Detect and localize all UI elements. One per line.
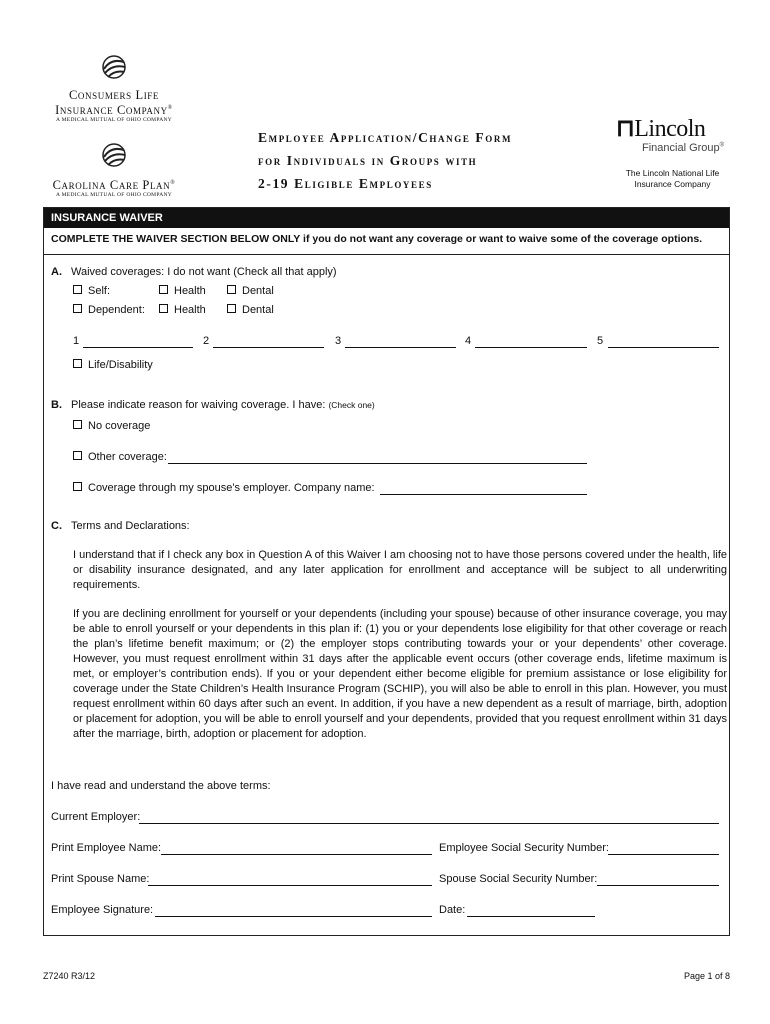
section-c-letter: C. bbox=[51, 520, 62, 532]
dependent-number-1: 1 bbox=[73, 335, 80, 347]
current-employer-field[interactable] bbox=[139, 823, 719, 824]
date-field[interactable] bbox=[467, 916, 595, 917]
other-coverage-label: Other coverage: bbox=[88, 451, 167, 463]
checkbox-icon[interactable] bbox=[73, 451, 82, 460]
dependent-label: Dependent: bbox=[88, 304, 145, 316]
question-b-text: Please indicate reason for waiving coverage. I have: (Check one) bbox=[71, 399, 375, 411]
health-label: Health bbox=[174, 304, 206, 316]
terms-paragraph-1: I understand that if I check any box in Question A of this Waiver I am choosing not to have those persons covered under the health, life or disability insurance designated, and any later application for enrollment and acceptance will be subject to all underwriting requirements. bbox=[73, 549, 727, 591]
lincoln-logo bbox=[616, 116, 724, 154]
spouse-ssn-label: Spouse Social Security Number: bbox=[439, 873, 598, 885]
employee-name-label: Print Employee Name: bbox=[51, 842, 162, 854]
spouse-name-label: Print Spouse Name: bbox=[51, 873, 150, 885]
employee-ssn-label: Employee Social Security Number: bbox=[439, 842, 609, 854]
dependent-line-5[interactable] bbox=[608, 347, 719, 348]
form-title-line3: 2-19 Eligible Employees bbox=[258, 176, 433, 191]
lincoln-group: Financial Group® bbox=[642, 142, 725, 154]
signature-label: Employee Signature: bbox=[51, 904, 154, 916]
life-disability-checkbox[interactable] bbox=[73, 359, 153, 371]
self-label: Self: bbox=[88, 285, 111, 297]
date-label: Date: bbox=[439, 904, 466, 916]
form-title bbox=[258, 126, 512, 195]
section-heading: INSURANCE WAIVER bbox=[44, 208, 729, 228]
checkbox-icon[interactable] bbox=[159, 285, 168, 294]
logo1-subtitle: A MEDICAL MUTUAL OF OHIO COMPANY bbox=[55, 117, 173, 124]
form-code: Z7240 R3/12 bbox=[43, 971, 96, 981]
lincoln-company-line2: Insurance Company bbox=[634, 179, 711, 189]
other-coverage-checkbox[interactable] bbox=[73, 451, 167, 463]
employee-name-field[interactable] bbox=[161, 854, 432, 855]
self-dental-checkbox[interactable] bbox=[227, 285, 274, 297]
current-employer-label: Current Employer: bbox=[51, 811, 141, 823]
dental-label: Dental bbox=[242, 285, 274, 297]
bird-emblem-icon bbox=[99, 140, 129, 170]
dependent-number-2: 2 bbox=[203, 335, 210, 347]
dependent-dental-checkbox[interactable] bbox=[227, 304, 274, 316]
logo1-line2: Insurance Company® bbox=[55, 103, 173, 118]
checkbox-icon[interactable] bbox=[73, 482, 82, 491]
spouse-name-field[interactable] bbox=[148, 885, 432, 886]
section-c-title: Terms and Declarations: bbox=[71, 520, 190, 532]
no-coverage-label: No coverage bbox=[88, 420, 151, 432]
dependent-line-2[interactable] bbox=[213, 347, 324, 348]
checkbox-icon[interactable] bbox=[227, 285, 236, 294]
dependent-health-checkbox[interactable] bbox=[159, 304, 206, 316]
logo2-line1: Carolina Care Plan® bbox=[52, 178, 176, 193]
dependent-number-4: 4 bbox=[465, 335, 472, 347]
lincoln-company bbox=[615, 168, 730, 190]
section-instruction: COMPLETE THE WAIVER SECTION BELOW ONLY if you do not want any coverage or want to waive some of the coverage options. bbox=[51, 233, 703, 245]
health-label: Health bbox=[174, 285, 206, 297]
carolina-care-plan-logo bbox=[34, 140, 194, 199]
logo1-line1: Consumers Life bbox=[68, 88, 159, 102]
checkbox-icon[interactable] bbox=[73, 359, 82, 368]
spouse-coverage-label: Coverage through my spouse’s employer. Company name: bbox=[88, 482, 375, 494]
insurance-waiver-section bbox=[43, 207, 730, 936]
question-a-letter: A. bbox=[51, 266, 62, 278]
dental-label: Dental bbox=[242, 304, 274, 316]
spouse-ssn-field[interactable] bbox=[597, 885, 719, 886]
page-number: Page 1 of 8 bbox=[683, 971, 730, 981]
dependent-line-3[interactable] bbox=[345, 347, 456, 348]
checkbox-icon[interactable] bbox=[73, 420, 82, 429]
employee-ssn-field[interactable] bbox=[608, 854, 719, 855]
signature-field[interactable] bbox=[155, 916, 432, 917]
dependent-line-4[interactable] bbox=[475, 347, 587, 348]
dependent-line-1[interactable] bbox=[83, 347, 193, 348]
dependent-checkbox[interactable] bbox=[73, 304, 145, 316]
other-coverage-line[interactable] bbox=[168, 463, 587, 464]
form-title-line2: for Individuals in Groups with bbox=[258, 153, 478, 168]
lincoln-company-line1: The Lincoln National Life bbox=[625, 168, 720, 178]
question-a-text: Waived coverages: I do not want (Check all that apply) bbox=[71, 266, 337, 278]
lincoln-name: ⊓Lincoln bbox=[616, 116, 706, 142]
checkbox-icon[interactable] bbox=[73, 304, 82, 313]
no-coverage-checkbox[interactable] bbox=[73, 420, 150, 432]
dependent-number-5: 5 bbox=[597, 335, 604, 347]
checkbox-icon[interactable] bbox=[159, 304, 168, 313]
dependent-number-3: 3 bbox=[335, 335, 342, 347]
life-label: Life/Disability bbox=[88, 359, 153, 371]
logo2-subtitle: A MEDICAL MUTUAL OF OHIO COMPANY bbox=[55, 192, 173, 199]
checkbox-icon[interactable] bbox=[73, 285, 82, 294]
spouse-company-line[interactable] bbox=[380, 494, 587, 495]
consumers-life-logo bbox=[34, 52, 194, 124]
self-health-checkbox[interactable] bbox=[159, 285, 206, 297]
acknowledgement-text: I have read and understand the above terms: bbox=[51, 780, 271, 792]
question-b-letter: B. bbox=[51, 399, 62, 411]
bird-emblem-icon bbox=[99, 52, 129, 82]
divider bbox=[44, 254, 729, 255]
checkbox-icon[interactable] bbox=[227, 304, 236, 313]
terms-paragraph-2: If you are declining enrollment for yourself or your dependents (including your spouse) because of other insurance coverage, you may be able to enroll yourself or your dependents in this plan if: (1) you or your dependents lose eligibility for that other coverage or reach the plan’s lifetime benefit maximum; or (2) the employer stops contributing towards your or your dependents’ other coverage. However, you must request enrollment within 31 days after the applicable event occurs (other coverage ends, lifetime maximum is met, or employer’s contribution ends). If you or your dependent either become eligible for premium assistance or lose eligibility for coverage under the State Children’s Health Insurance Program (SCHIP), you will also be able to enroll in this plan. However, you must request enrollment within 60 days after such an event. In addition, if you have a new dependent as a result of marriage, birth, adoption or placement for adoption, you will be able to enroll yourself and your dependents, provided that you request enrollment within 31 days after the marriage, birth, adoption or placement for adoption. bbox=[73, 608, 727, 740]
spouse-coverage-checkbox[interactable] bbox=[73, 482, 375, 494]
self-checkbox[interactable] bbox=[73, 285, 110, 297]
form-title-line1: Employee Application/Change Form bbox=[258, 130, 513, 145]
